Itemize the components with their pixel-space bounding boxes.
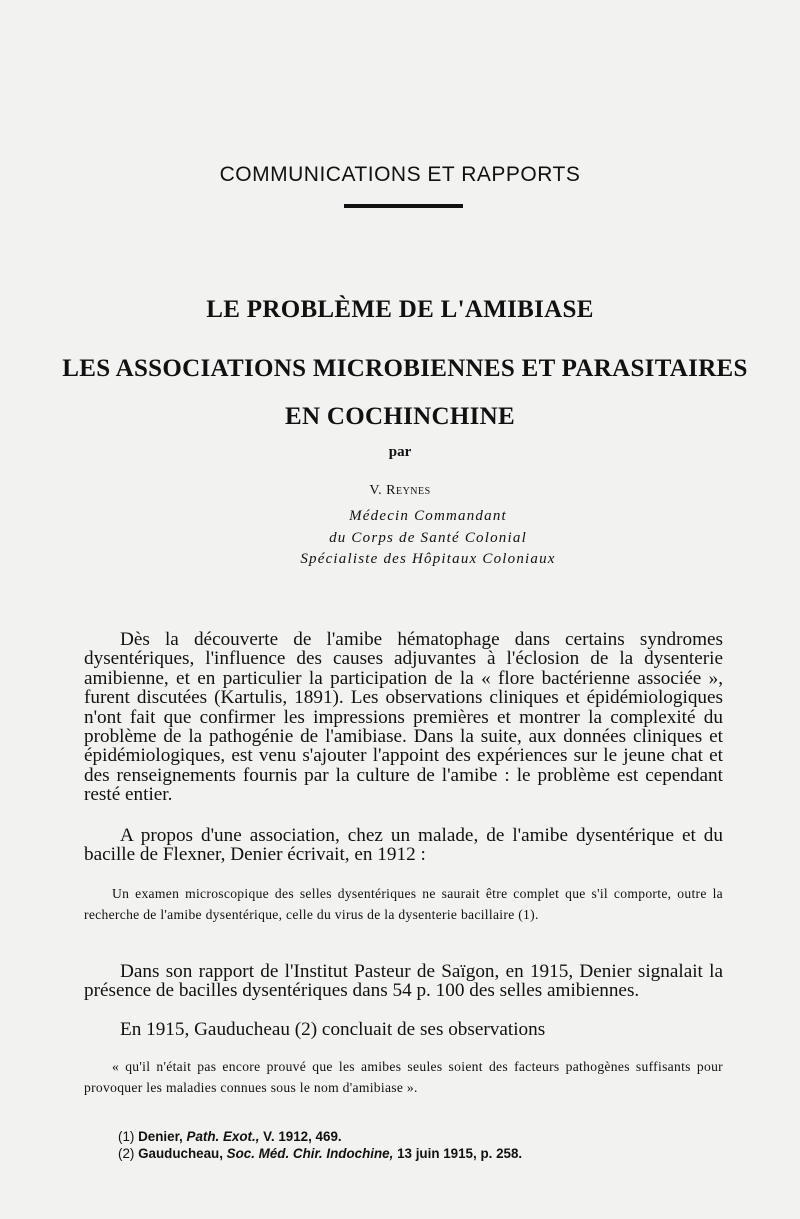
footnote-journal: Soc. Méd. Chir. Indochine, bbox=[226, 1146, 394, 1161]
footnote-label: (1) bbox=[118, 1129, 135, 1144]
footnote-author: Gauducheau, bbox=[138, 1146, 223, 1161]
author-name: V. Reynes bbox=[369, 483, 431, 498]
block-quote-1: Un examen microscopique des selles dysentériques ne saurait être complet que s'il comporte, outre la recherche de l'amibe dysentérique, celle du virus de la dysenterie bacillaire (1). bbox=[84, 886, 723, 922]
affiliation-line-1: Médecin Commandant bbox=[349, 508, 507, 524]
footnote-author: Denier, bbox=[138, 1129, 183, 1144]
footnote-2 bbox=[118, 1145, 738, 1163]
footnote-1 bbox=[118, 1128, 738, 1146]
body-paragraph-3: Dans son rapport de l'Institut Pasteur de Saïgon, en 1915, Denier signalait la présence de bacilles dysentériques dans 54 p. 100 des selles amibiennes. bbox=[84, 961, 723, 1002]
affiliation-line-2: du Corps de Santé Colonial bbox=[329, 530, 527, 546]
footnote-label: (2) bbox=[118, 1146, 135, 1161]
footnote-journal: Path. Exot., bbox=[186, 1129, 260, 1144]
title-line-3: EN COCHINCHINE bbox=[285, 403, 515, 430]
body-paragraph-4: En 1915, Gauducheau (2) concluait de ses observations bbox=[120, 1019, 546, 1040]
title-line-2: LES ASSOCIATIONS MICROBIENNES ET PARASITAIRES bbox=[62, 355, 748, 382]
heading-rule bbox=[344, 204, 463, 208]
byline-par: par bbox=[388, 444, 412, 460]
body-paragraph-1: Dès la découverte de l'amibe hématophage dans certains syndromes dysentériques, l'influence des causes adjuvantes à l'éclosion de la dysenterie amibienne, et en particulier la participation de la « flore bactérienne associée », furent discutées (Kartulis, 1891). Les observations cliniques et épidémiologiques n'ont fait que confirmer les impressions premières et montrer la complexité du problème de la pathogénie de l'amibiase. Dans la suite, aux données cliniques et épidémiologiques, est venu s'ajouter l'appoint des expériences sur le jeune chat et des renseignements fournis par la culture de l'amibe : le problème est cependant resté entier. bbox=[84, 629, 723, 806]
body-paragraph-2: A propos d'une association, chez un malade, de l'amibe dysentérique et du bacille de Flexner, Denier écrivait, en 1912 : bbox=[84, 825, 723, 866]
title-line-1: LE PROBLÈME DE L'AMIBIASE bbox=[206, 296, 594, 323]
block-quote-2: « qu'il n'était pas encore prouvé que les amibes seules soient des facteurs pathogènes suffisants pour provoquer les maladies connues sous le nom d'amibiase ». bbox=[84, 1059, 723, 1095]
section-heading: COMMUNICATIONS ET RAPPORTS bbox=[219, 163, 581, 186]
affiliation-line-3: Spécialiste des Hôpitaux Coloniaux bbox=[300, 551, 556, 567]
footnote-reference: V. 1912, 469. bbox=[263, 1129, 342, 1144]
footnote-reference: 13 juin 1915, p. 258. bbox=[397, 1146, 523, 1161]
